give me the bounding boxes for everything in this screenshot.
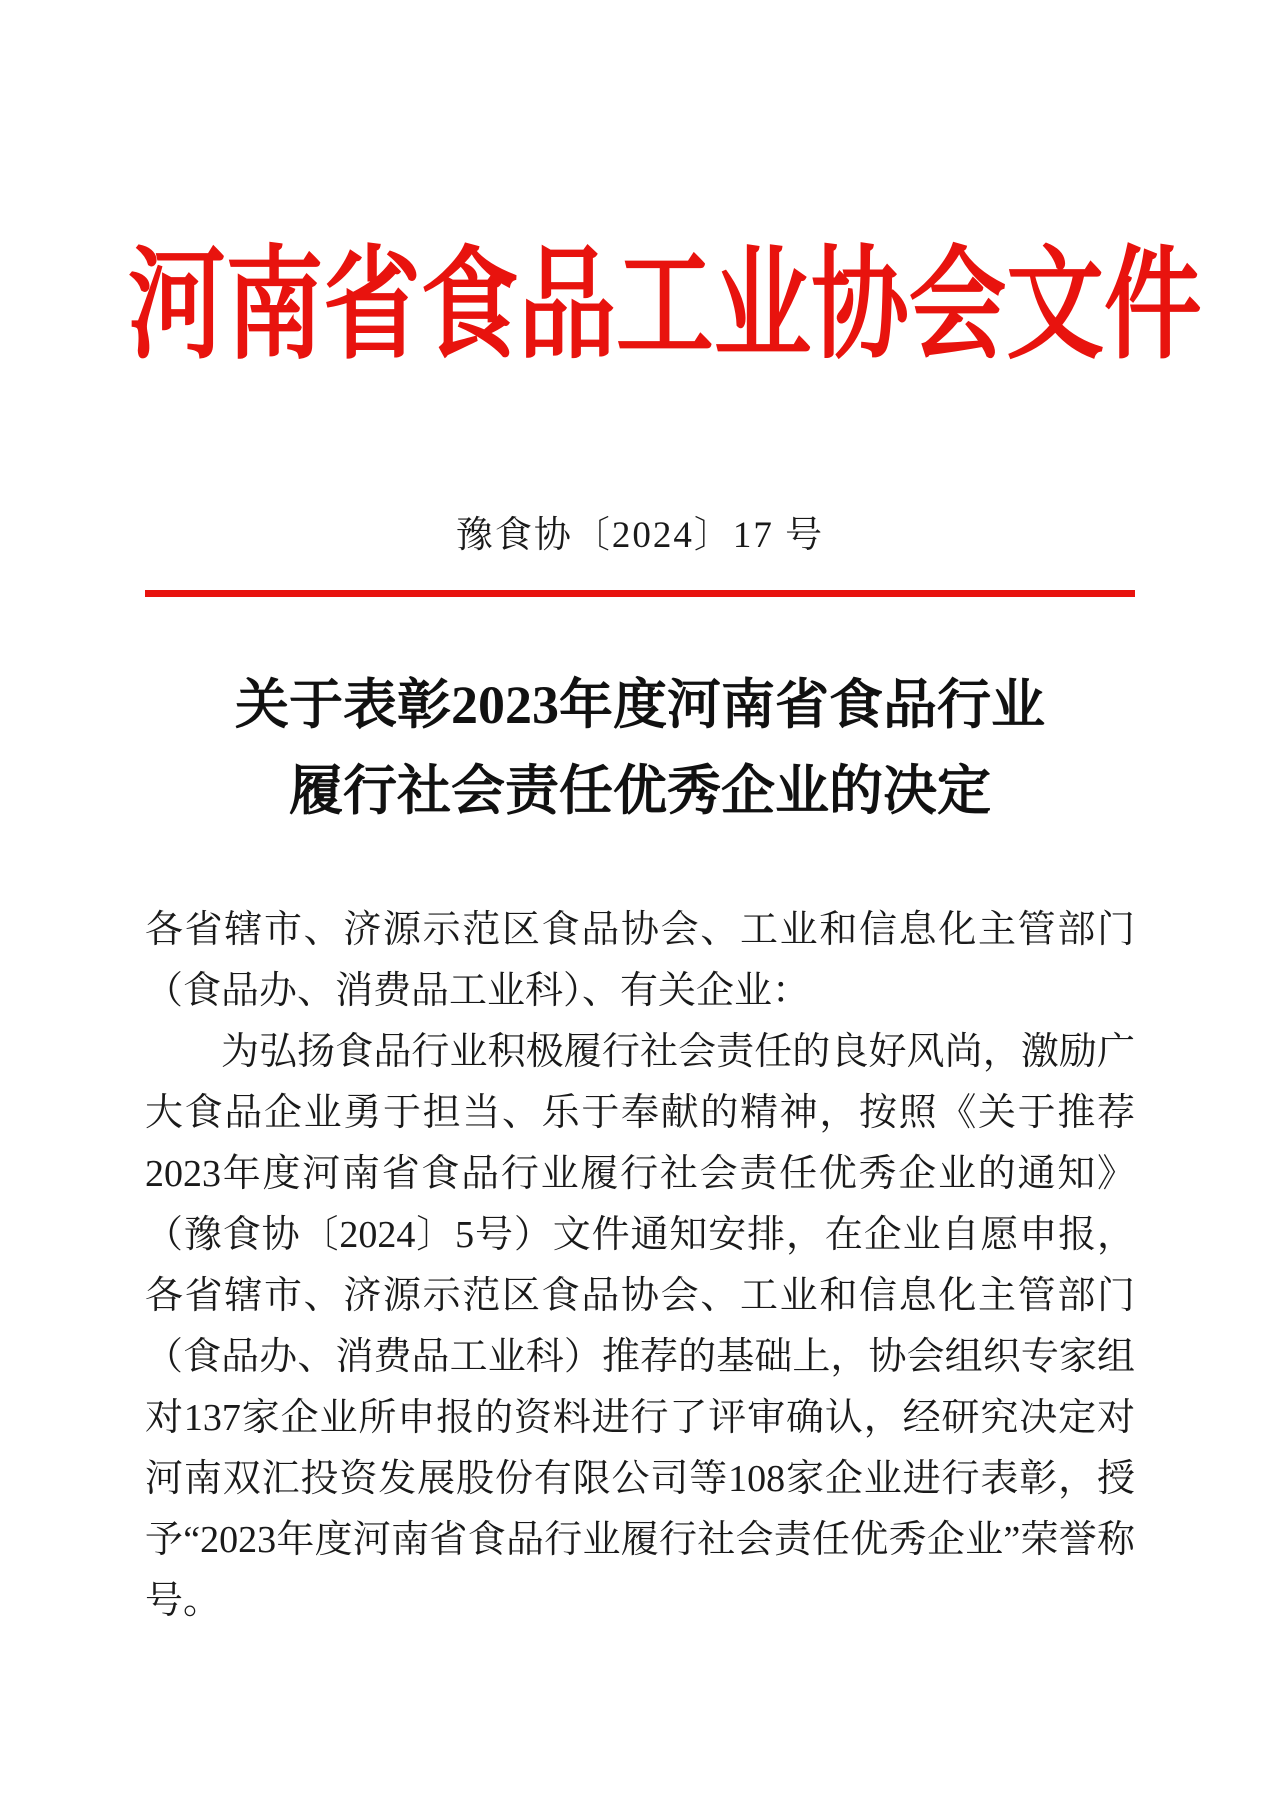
document-title-line1: 关于表彰2023年度河南省食品行业 [235, 675, 1045, 735]
document-title [0, 662, 1280, 834]
document-title-line2: 履行社会责任优秀企业的决定 [289, 761, 991, 821]
body-paragraph: 为弘扬食品行业积极履行社会责任的良好风尚，激励广大食品企业勇于担当、乐于奉献的精神，按照《关于推荐2023年度河南省食品行业履行社会责任优秀企业的通知》（豫食协〔2024〕5号）文件通知安排，在企业自愿申报，各省辖市、济源示范区食品协会、工业和信息化主管部门（食品办、消费品工业科）推荐的基础上，协会组织专家组对137家企业所申报的资料进行了评审确认，经研究决定对河南双汇投资发展股份有限公司等108家企业进行表彰，授予“2023年度河南省食品行业履行社会责任优秀企业”荣誉称号。 [145, 1031, 1135, 1622]
document-body [145, 900, 1135, 1632]
red-divider-line [145, 590, 1135, 597]
red-header-org-title: 河南省食品工业协会文件 [128, 239, 1202, 374]
salutation-paragraph: 各省辖市、济源示范区食品协会、工业和信息化主管部门（食品办、消费品工业科）、有关企业： [145, 909, 1135, 1012]
document-number: 豫食协〔2024〕17 号 [455, 515, 825, 556]
